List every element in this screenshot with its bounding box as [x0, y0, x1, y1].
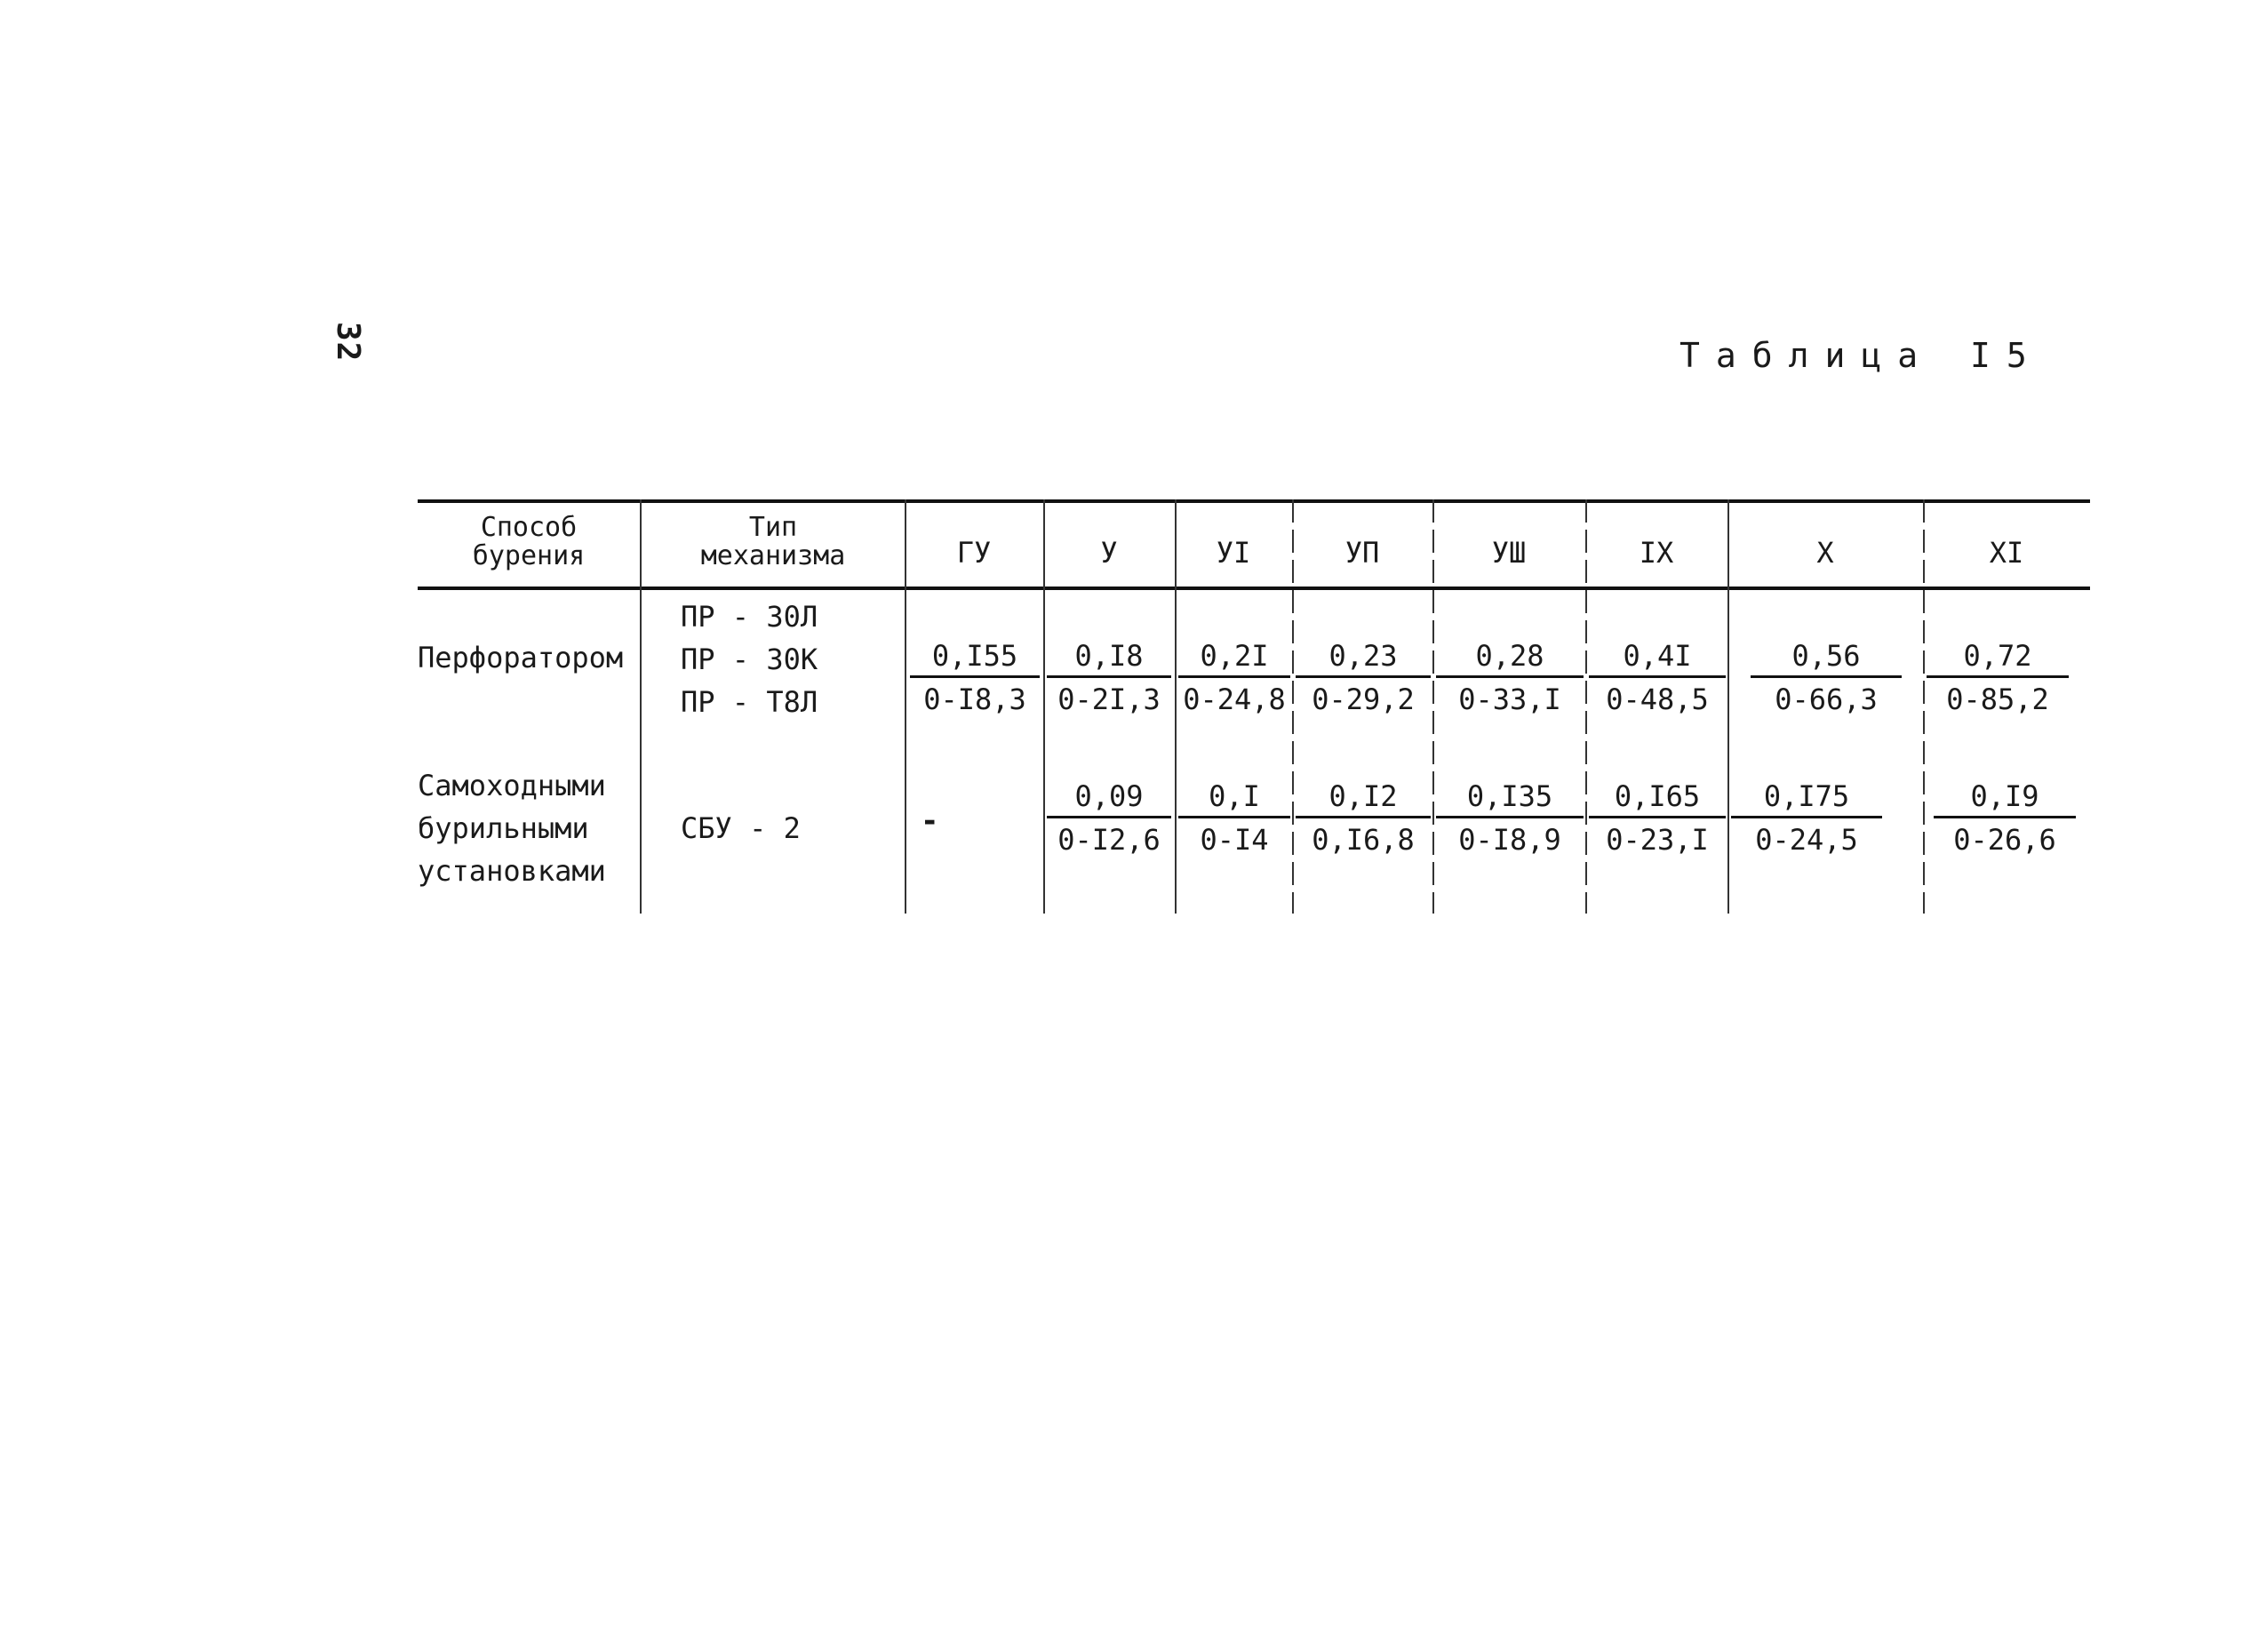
data-table — [418, 499, 2090, 914]
header-category: УШ — [1491, 536, 1527, 570]
value-numerator: 0,4I — [1589, 642, 1726, 678]
value-range: 0-2I,3 — [1057, 682, 1161, 716]
value-range: 0-29,2 — [1312, 682, 1415, 716]
table-top-rule — [418, 499, 2090, 503]
value-numerator: 0,23 — [1296, 642, 1431, 678]
header-category: УП — [1344, 536, 1380, 570]
header-category: X — [1816, 536, 1834, 570]
value-numerator: 0,I2 — [1296, 782, 1431, 818]
value-numerator: 0,I55 — [910, 642, 1040, 678]
value-fraction — [1178, 779, 1290, 857]
value-fraction — [1296, 779, 1431, 857]
value-fraction — [1178, 639, 1290, 716]
row-method-line: установками — [418, 854, 606, 888]
header-mechanism: Тип механизма — [700, 512, 846, 571]
value-range: 0-48,5 — [1606, 682, 1709, 716]
value-fraction — [1436, 639, 1584, 716]
value-numerator: 0,I — [1178, 782, 1290, 818]
value-range: 0-23,I — [1606, 823, 1709, 857]
empty-value-dash: - — [921, 803, 939, 839]
value-range: 0-I8,9 — [1458, 823, 1561, 857]
header-category: УI — [1216, 536, 1251, 570]
value-numerator: 0,I65 — [1589, 782, 1726, 818]
value-fraction — [1047, 639, 1171, 716]
row-mechanism: ПР - 30Л — [681, 600, 818, 634]
value-range: 0-85,2 — [1946, 682, 2049, 716]
header-category: XI — [1989, 536, 2024, 570]
value-fraction — [1731, 779, 1882, 857]
value-numerator: 0,I8 — [1047, 642, 1171, 678]
row-mechanism: ПР - Т8Л — [681, 685, 818, 719]
row-mechanism: ПР - 30К — [681, 642, 818, 676]
value-fraction — [1751, 639, 1902, 716]
value-range: 0-24,5 — [1755, 823, 1858, 857]
value-numerator: 0,28 — [1436, 642, 1584, 678]
value-numerator: 0,I75 — [1731, 782, 1882, 818]
value-range: 0-I8,3 — [923, 682, 1026, 716]
value-numerator: 0,I35 — [1436, 782, 1584, 818]
value-fraction — [1927, 639, 2069, 716]
header-method: Способ бурения — [472, 512, 586, 571]
page-number: 32 — [330, 322, 366, 363]
value-range: 0-26,6 — [1953, 823, 2056, 857]
row-method-line: Самоходными — [418, 769, 606, 802]
value-fraction — [1047, 779, 1171, 857]
value-fraction — [1589, 639, 1726, 716]
value-numerator: 0,2I — [1178, 642, 1290, 678]
table-title: Таблица I5 — [1680, 336, 2043, 375]
value-numerator: 0,56 — [1751, 642, 1902, 678]
value-fraction — [910, 639, 1040, 716]
value-numerator: 0,72 — [1927, 642, 2069, 678]
value-fraction — [1436, 779, 1584, 857]
value-fraction — [1589, 779, 1726, 857]
row-mechanism: СБУ - 2 — [681, 811, 801, 845]
table-header-rule — [418, 587, 2090, 590]
value-fraction — [1296, 639, 1431, 716]
header-category: У — [1100, 536, 1118, 570]
value-range: 0-I4 — [1200, 823, 1269, 857]
value-range: 0-66,3 — [1775, 682, 1878, 716]
value-numerator: 0,I9 — [1934, 782, 2076, 818]
value-range: 0,I6,8 — [1312, 823, 1415, 857]
value-range: 0-24,8 — [1183, 682, 1286, 716]
row-method: Перфоратором — [418, 641, 624, 674]
value-range: 0-I2,6 — [1057, 823, 1161, 857]
header-category: ГУ — [956, 536, 992, 570]
row-method-line: бурильными — [418, 811, 589, 845]
value-range: 0-33,I — [1458, 682, 1561, 716]
header-category: IX — [1639, 536, 1674, 570]
value-fraction — [1934, 779, 2076, 857]
value-numerator: 0,09 — [1047, 782, 1171, 818]
